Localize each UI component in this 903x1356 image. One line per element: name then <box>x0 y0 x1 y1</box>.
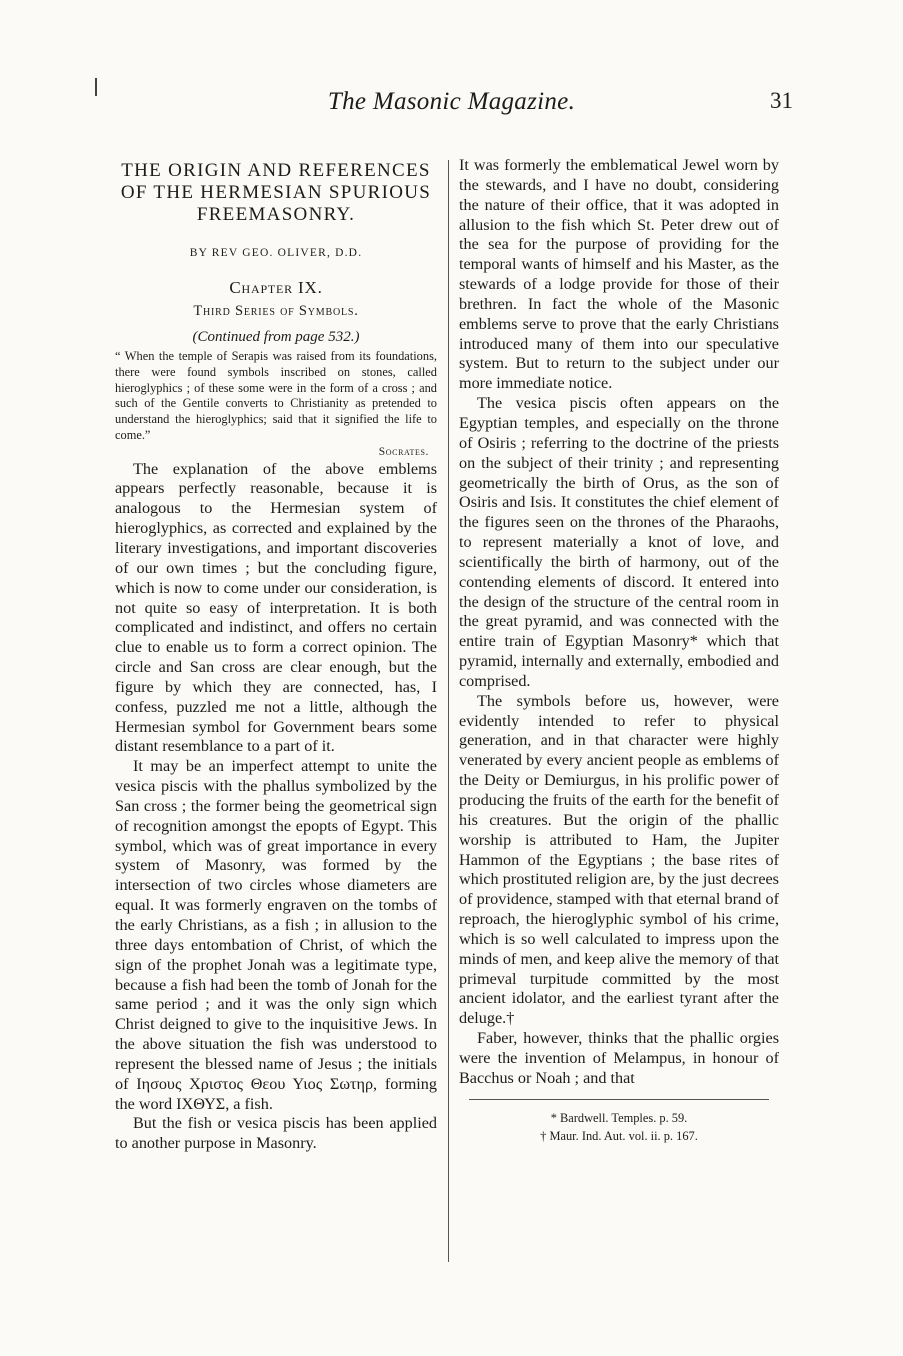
running-head <box>0 88 903 124</box>
series-heading: Third Series of Symbols. <box>193 302 359 319</box>
body-paragraph: But the fish or vesica piscis has been applied to another purpose in Masonry. <box>115 1114 437 1153</box>
body-paragraph: Faber, however, thinks that the phallic orgies were the invention of Melampus, in honour of Bacchus or Noah ; and that <box>459 1029 779 1087</box>
body-paragraph: The vesica piscis often appears on the Egyptian temples, and especially on the throne of Osiris ; referring to the doctrine of the priests on the subject of their trinity ; and representing geometrically the birth of Orus, as the son of Osiris and Isis. It constitutes the chief element of the figures seen on the thrones of the Pharaohs, to represent materially a knot of love, and scientifically the birth of harmony, out of the contending elements of discord. It entered into the design of the structure of the central room in the great pyramid, and was connected with the entire train of Egyptian Masonry* which that pyramid, internally and externally, embodied and comprised. <box>459 394 779 690</box>
body-paragraph: It may be an imperfect attempt to unite the vesica piscis with the phallus symbolized by the San cross ; the former being the geometrical sign of recognition amongst the epopts of Egypt. This symbol, which was of great importance in every system of Masonry, was formed by the intersection of two circles whose diameters are equal. It was formerly engraven on the tombs of the early Christians, as a fish ; in allusion to the three days entombation of Christ, of which the sign of the prophet Jonah was a legitimate type, because a fish had been the tomb of Jonah for the same period ; and it was the only sign which Christ deigned to give to the inquisitive Jews. In the above situation the fish was understood to represent the blessed name of Jesus ; the initials of Iησους Χριστος Θεου Υιος Σωτηρ, forming the word ΙΧΘΥΣ, a fish. <box>115 757 437 1113</box>
footnote: † Maur. Ind. Aut. vol. ii. p. 167. <box>540 1128 698 1143</box>
chapter-heading: Chapter IX. <box>229 277 323 297</box>
body-paragraph: The explanation of the above emblems appears perfectly reasonable, because it is analogous to the Hermesian system of hieroglyphics, as corrected and explained by the literary investigations, and important discoveries of our own times ; but the concluding figure, which is now to come under our consideration, is not quite so easy of interpretation. It is both complicated and indistinct, and offers no certain clue to enable us to form a correct opinion. The circle and San cross are clear enough, but the figure by which they are connected, has, I confess, puzzled me not a little, although the Hermesian symbol for Government bears some distant resemblance to a part of it. <box>115 459 437 756</box>
epigraph-author: Socrates. <box>378 445 429 458</box>
body-paragraph: The symbols before us, however, were evidently intended to refer to physical generation, and in that character were highly venerated by every ancient people as emblems of the Deity or Demiurgus, in his prolific power of producing the fruits of the earth for the benefit of his creatures. But the origin of the phallic worship is attributed to Ham, the Jupiter Hammon of the Egyptians ; the base rites of which prostituted religion are, by the just decrees of providence, stamped with that eternal brand of reproach, the hieroglyphic symbol of his crime, which is so well calculated to impress upon the minds of men, and keep alive the memory of that primeval turpitude committed by the most ancient idolator, and the earliest tyrant after the deluge.† <box>459 691 779 1028</box>
epigraph: “ When the temple of Serapis was raised from its foundations, there were found symbols inscribed on stones, called hieroglyphics ; of these some were in the form of a cross ; and such of the Gentile converts to Christianity as pretended to understand the hieroglyphics; said that it signified the life to come.” <box>115 349 437 442</box>
footnote: * Bardwell. Temples. p. 59. <box>550 1110 688 1125</box>
right-column <box>459 156 779 1145</box>
column-divider <box>448 160 449 1262</box>
body-paragraph: It was formerly the emblematical Jewel worn by the stewards, and I have no doubt, considering the nature of their office, that it was adopted in allusion to the fish which St. Peter drew out of the sea for the purpose of providing for the temporal wants of himself and his Master, as the stewards of a lodge provide for those of their brethren. In fact the whole of the Masonic emblems serve to prove that the early Christians introduced many of them into our speculative system. But to return to the subject under our more immediate notice. <box>459 156 779 393</box>
footnote-rule <box>469 1099 769 1100</box>
article-title: THE ORIGIN AND REFERENCES OF THE HERMESIAN SPURIOUS FREEMASONRY. <box>120 160 432 225</box>
byline: BY REV GEO. OLIVER, D.D. <box>189 247 363 259</box>
page-number: 31 <box>770 88 793 113</box>
continued-note: (Continued from page 532.) <box>192 328 360 345</box>
magazine-title: The Masonic Magazine. <box>327 88 576 115</box>
left-column <box>115 160 437 1154</box>
